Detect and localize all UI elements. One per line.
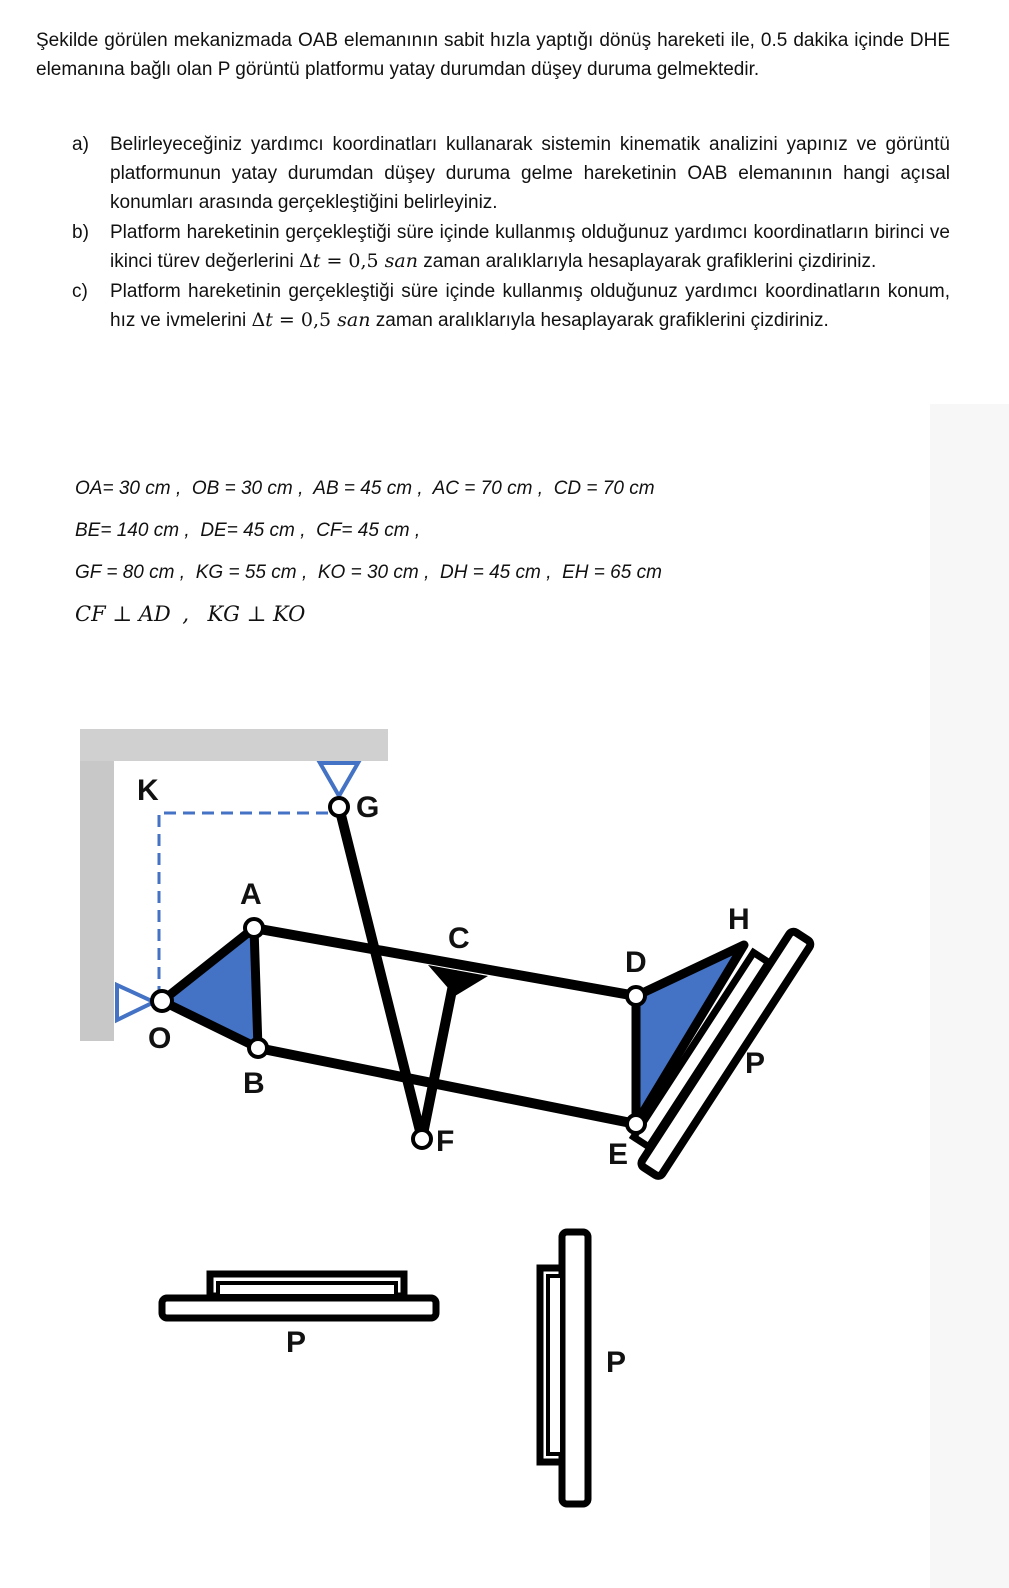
- dim-de: DE= 45 cm: [200, 520, 295, 541]
- dim-kg: KG = 55 cm: [195, 562, 297, 583]
- question-text-end: zaman aralıklarıyla hesaplayarak grafiklerini çizdiriniz.: [423, 251, 877, 272]
- dimension-row-2: BE= 140 cm , DE= 45 cm , CF= 45 cm ,: [75, 520, 421, 541]
- joint-b: [249, 1039, 267, 1057]
- joint-a: [245, 919, 263, 937]
- label-d: D: [625, 946, 647, 979]
- joint-f: [413, 1130, 431, 1148]
- dim-eh: EH = 65 cm: [562, 562, 662, 583]
- link-oab: [162, 928, 258, 1048]
- dim-ob: OB = 30 cm: [191, 478, 293, 499]
- label-h: H: [728, 903, 750, 936]
- dim-ko: KO = 30 cm: [317, 562, 419, 583]
- label-p: P: [745, 1047, 766, 1080]
- dim-oa: OA= 30 cm: [75, 478, 171, 499]
- platform-horizontal-view: [162, 1274, 436, 1359]
- ground-ceiling: [80, 729, 388, 761]
- support-g-icon: [320, 763, 358, 796]
- delta-t-expression: Δt = 0,5 san: [299, 250, 418, 272]
- joint-e: [627, 1115, 645, 1133]
- link-acd: [254, 928, 636, 996]
- label-e: E: [608, 1138, 629, 1171]
- dim-ac: AC = 70 cm: [432, 478, 533, 499]
- delta-t-expression: Δt = 0,5 san: [251, 309, 371, 331]
- label-k: K: [137, 774, 159, 807]
- platform-vertical-view: [540, 1232, 626, 1504]
- joint-g: [330, 798, 348, 816]
- perp-cf-ad: CF ⊥ AD: [75, 602, 171, 626]
- dimension-row-4: CF ⊥ AD , KG ⊥ KO: [75, 602, 306, 626]
- ground-wall: [80, 761, 114, 1041]
- joint-o: [152, 991, 172, 1011]
- link-cf: [422, 975, 455, 1139]
- dim-cd: CD = 70 cm: [553, 478, 655, 499]
- question-label: b): [72, 222, 89, 243]
- label-f: F: [436, 1125, 455, 1158]
- dim-gf: GF = 80 cm: [75, 562, 175, 583]
- link-be: [258, 1048, 636, 1124]
- label-c: C: [448, 922, 470, 955]
- label-p-horizontal: P: [286, 1326, 307, 1359]
- label-a: A: [240, 878, 262, 911]
- label-o: O: [148, 1022, 172, 1055]
- intro-paragraph: Şekilde görülen mekanizmada OAB elemanının sabit hızla yaptığı dönüş hareketi ile, 0.5 dakika içinde DHE elemanına bağlı olan P görüntü platformu yatay durumdan düşey duruma gelmektedir.: [36, 30, 950, 80]
- label-g: G: [356, 791, 380, 824]
- label-b: B: [243, 1067, 265, 1100]
- dimension-row-1: OA= 30 cm , OB = 30 cm , AB = 45 cm , AC = 70 cm , CD = 70 cm: [75, 478, 655, 499]
- dim-cf: CF= 45 cm: [316, 520, 410, 541]
- support-o-icon: [117, 985, 154, 1020]
- question-text-end: zaman aralıklarıyla hesaplayarak grafiklerini çizdiriniz.: [375, 310, 829, 331]
- joint-d: [627, 987, 645, 1005]
- link-gf: [339, 807, 422, 1139]
- question-text: Belirleyeceğiniz yardımcı koordinatları kullanarak sistemin kinematik analizini yapınız ve görüntü platformunun yatay durumdan düşey duruma gelme hareketinin OAB elemanının hangi açısal konumları arasında gerçekleştiğini belirleyiniz.: [110, 134, 950, 213]
- label-p-vertical: P: [606, 1346, 627, 1379]
- dim-ab: AB = 45 cm: [313, 478, 413, 499]
- question-text: Platform hareketinin gerçekleştiği süre içinde kullanmış olduğunuz yardımcı koordinatların konum, hız ve ivmelerini: [110, 281, 950, 331]
- perp-kg-ko: KG ⊥ KO: [207, 602, 306, 626]
- question-label: a): [72, 134, 89, 155]
- dim-be: BE= 140 cm: [75, 520, 180, 541]
- question-text: Platform hareketinin gerçekleştiği süre içinde kullanmış olduğunuz yardımcı koordinatların birinci ve ikinci türev değerlerini: [110, 222, 950, 272]
- dim-dh: DH = 45 cm: [440, 562, 541, 583]
- dimension-row-3: GF = 80 cm , KG = 55 cm , KO = 30 cm , DH = 45 cm , EH = 65 cm: [75, 562, 662, 583]
- question-label: c): [72, 281, 88, 302]
